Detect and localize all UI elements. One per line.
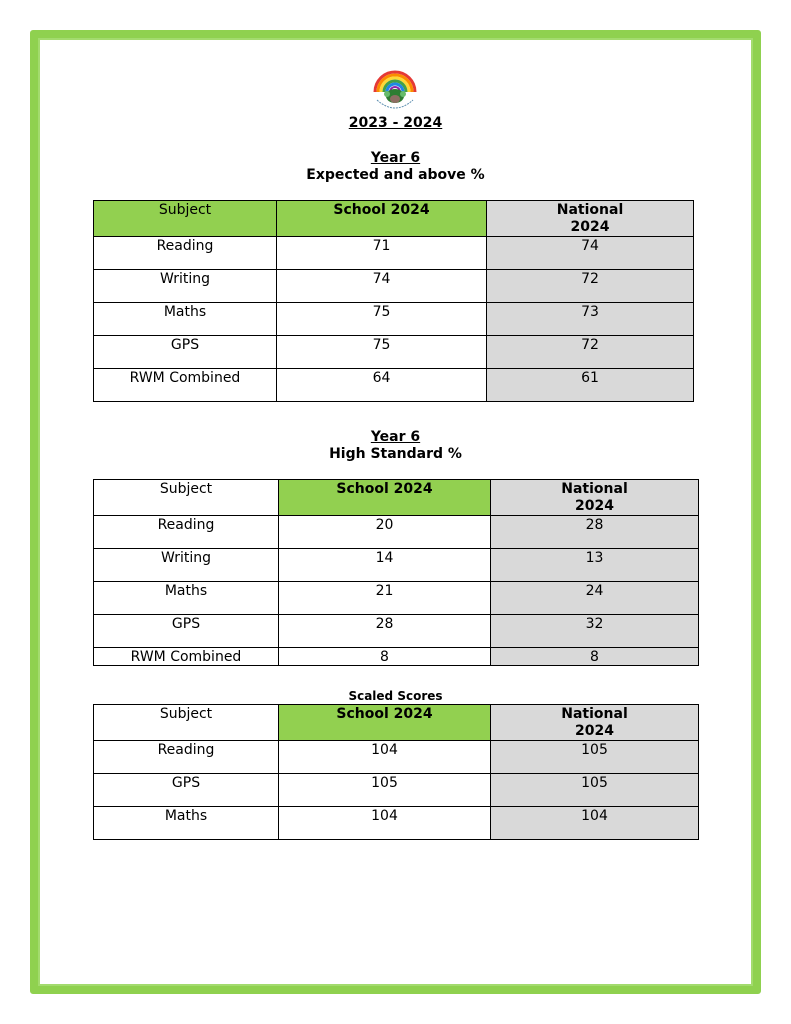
subject-cell: RWM Combined [94,369,277,402]
section3-title: Scaled Scores [348,689,443,703]
header-subject: Subject [94,201,277,237]
school-cell: 14 [279,549,491,582]
section2-title: Year 6 [370,429,421,445]
subject-cell: Maths [94,807,279,840]
table-row [94,303,694,336]
section1-subtitle: Expected and above % [306,167,485,183]
table-row [94,774,699,807]
table-row [94,615,699,648]
table-row [94,549,699,582]
table-row [94,807,699,840]
national-cell: 32 [491,615,699,648]
national-cell: 72 [487,270,694,303]
table-row [94,369,694,402]
school-cell: 105 [279,774,491,807]
table-row [94,516,699,549]
header-school: School 2024 [277,201,487,237]
national-cell: 73 [487,303,694,336]
header-national: National 2024 [487,201,694,237]
subject-cell: Maths [94,303,277,336]
school-cell: 8 [279,648,491,666]
header-national: National 2024 [491,480,699,516]
national-cell: 105 [491,774,699,807]
subject-cell: GPS [94,336,277,369]
high-standard-table [93,479,699,666]
table-row [94,648,699,666]
section2-subtitle: High Standard % [329,446,462,462]
header-subject: Subject [94,705,279,741]
subject-cell: Reading [94,741,279,774]
subject-cell: RWM Combined [94,648,279,666]
school-cell: 104 [279,741,491,774]
subject-cell: Writing [94,270,277,303]
table-row [94,741,699,774]
expected-table [93,200,694,402]
subject-cell: Reading [94,516,279,549]
table-row [94,336,694,369]
subject-cell: Writing [94,549,279,582]
year-range-heading: 2023 - 2024 [348,115,443,131]
school-cell: 104 [279,807,491,840]
subject-cell: Maths [94,582,279,615]
school-cell: 71 [277,237,487,270]
school-cell: 64 [277,369,487,402]
header-school: School 2024 [279,480,491,516]
table-row [94,237,694,270]
national-cell: 61 [487,369,694,402]
header-school: School 2024 [279,705,491,741]
national-cell: 72 [487,336,694,369]
table-row [94,270,694,303]
header-national: National 2024 [491,705,699,741]
school-cell: 75 [277,336,487,369]
national-cell: 74 [487,237,694,270]
scaled-scores-table [93,704,699,840]
table-row [94,582,699,615]
subject-cell: Reading [94,237,277,270]
national-cell: 13 [491,549,699,582]
section1-title: Year 6 [370,150,421,166]
school-cell: 28 [279,615,491,648]
national-cell: 28 [491,516,699,549]
national-cell: 104 [491,807,699,840]
school-cell: 20 [279,516,491,549]
school-cell: 74 [277,270,487,303]
school-cell: 75 [277,303,487,336]
national-cell: 105 [491,741,699,774]
school-cell: 21 [279,582,491,615]
school-logo [371,66,419,112]
subject-cell: GPS [94,615,279,648]
header-subject: Subject [94,480,279,516]
subject-cell: GPS [94,774,279,807]
national-cell: 8 [491,648,699,666]
national-cell: 24 [491,582,699,615]
